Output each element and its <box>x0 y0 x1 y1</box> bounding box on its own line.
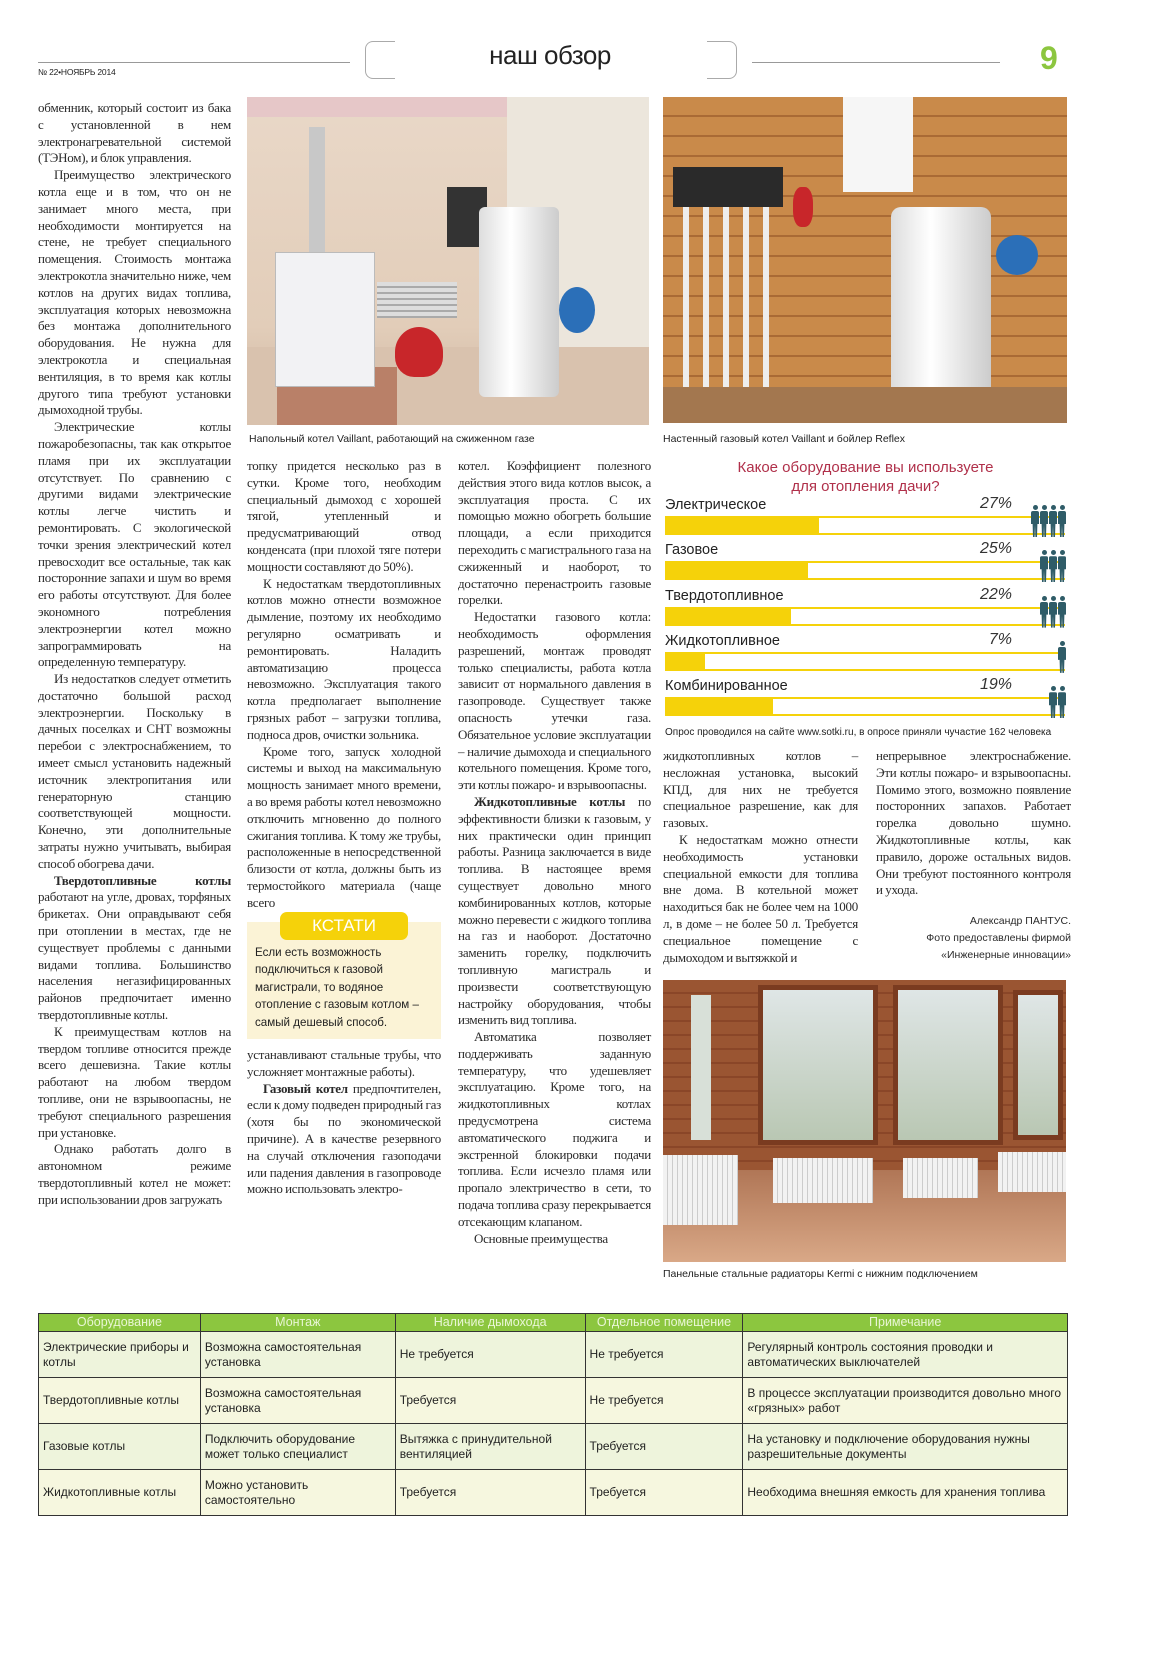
paragraph: К преимуществам котлов на твердом топливе относится прежде всего дешевизна. Такие котлы работают на любом твердом топливе, они не взрывоопасны, не требуют специального разрешения при установке. <box>38 1023 231 1140</box>
subheading-solid-fuel: Твердотопливные котлы <box>54 872 231 888</box>
person-icon <box>1049 686 1057 718</box>
table-cell: Газовые котлы <box>39 1424 201 1470</box>
article-column-4 <box>663 748 858 966</box>
photo2-caption: Настенный газовый котел Vaillant и бойлер Reflex <box>663 433 906 445</box>
poll-row <box>663 678 1068 723</box>
sidebar-note-text: Если есть возможность подключиться к газовой магистрали, то водяное отопление с газовым котлом – самый дешевый способ. <box>255 945 419 1029</box>
paragraph: устанавливают стальные трубы, что усложняет монтажные работы). <box>247 1047 441 1079</box>
table-cell: Регулярный контроль состояния проводки и автоматических выключателей <box>743 1332 1068 1378</box>
comparison-table <box>38 1313 1068 1516</box>
paragraph: жидкотопливных котлов – несложная установка, высокий КПД, для них не требуется специальное разрешение, как для газовых. <box>663 748 858 831</box>
person-icon <box>1058 641 1066 673</box>
person-icon <box>1040 505 1048 537</box>
article-column-5 <box>876 748 1071 966</box>
page-number: 9 <box>1040 40 1058 76</box>
poll-bar-track <box>665 607 1065 626</box>
poll-footnote: Опрос проводился на сайте www.sotki.ru, в опросе приняли чучастие 162 человека <box>665 727 1052 738</box>
poll-row <box>663 630 1068 678</box>
paragraph: топку придется несколько раз в сутки. Кроме того, необходим специальный дымоход с хорошей тягой, утепленный и предусматривающий отвод конденсата (при плохой тяге потери мощности составляют до 50%). <box>247 458 441 574</box>
table-cell: Можно установить самостоятельно <box>200 1470 395 1516</box>
table-cell: Необходима внешняя емкость для хранения топлива <box>743 1470 1068 1516</box>
person-icon <box>1058 596 1066 628</box>
photo3-caption: Панельные стальные радиаторы Kermi с нижним подключением <box>663 1268 978 1281</box>
paragraph: Газовый котел предпочтителен, если к дому подведен природный газ (хотя бы по экономической причине). А в качестве резервного на случай отключения газоподачи или падения давления в газопроводе можно использовать электро- <box>247 1080 441 1197</box>
poll-value-label: 27% <box>979 495 1012 512</box>
poll-bar <box>665 516 819 535</box>
table-cell: На установку и подключение оборудования нужны разрешительные документы <box>743 1424 1068 1470</box>
paragraph: Преимущество электрического котла еще и в том, что он не занимает много места, при необходимости монтируется на стене, не требует специального помещения. Стоимость монтажа электрокотла значительно ниже, чем котлов на других видах топлива, эксплуатация которых невозможна без монтажа дополнительного оборудования. Не нужна для электрокотла и специальная вентиляция, в то время как котлы другого типа требуют установки дымоходной трубы. <box>38 167 231 418</box>
poll-bar-track <box>665 561 1065 580</box>
person-icon <box>1049 505 1057 537</box>
table-cell: Возможна самостоятельная установка <box>200 1332 395 1378</box>
table-header-cell: Примечание <box>743 1314 1068 1332</box>
people-icon-group <box>1049 678 1066 718</box>
table-cell: Требуется <box>585 1424 743 1470</box>
paragraph: К недостаткам твердотопливных котлов можно отнести возможное дымление, поэтому их необходимо регулярно осматривать и ремонтировать. Наладить автоматизацию процесса невозможно. Эксплуатация такого котла предполагает выполнение грязных работ – загрузки топлива, подноса дров, очистки зольника. <box>247 575 441 742</box>
table-header-row <box>39 1314 1068 1332</box>
poll-value-label: 7% <box>988 630 1012 648</box>
table-cell: Жидкотопливные котлы <box>39 1470 201 1516</box>
credits <box>876 913 1071 964</box>
article-column-3 <box>458 458 651 1247</box>
photo-credit-company: «Инженерные инновации» <box>941 949 1071 962</box>
table-header-cell: Наличие дымохода <box>395 1314 585 1332</box>
table-row <box>39 1424 1068 1470</box>
person-icon <box>1040 596 1048 628</box>
header-bracket-right <box>707 41 737 79</box>
subheading-liquid-fuel: Жидкотопливные котлы <box>474 793 626 809</box>
issue-date: № 22•НОЯБРЬ 2014 <box>38 67 116 77</box>
subheading-gas: Газовый котел <box>263 1080 348 1096</box>
people-icon-group <box>1058 633 1066 673</box>
paragraph: Жидкотопливные котлы по эффективности близки к газовым, у них практически один принцип работы. Разница заключается в виде топлива. В настоящее время существует довольно много комбинированных котлов, которые можно перевести с жидкого топлива на газ и наоборот. Достаточно заменить горелку, подключить топливную магистраль и произвести соответствующую настройку оборудования, чтобы изменить вид топлива. <box>458 793 651 1028</box>
person-icon <box>1058 686 1066 718</box>
article-column-1 <box>38 100 231 1209</box>
right-article-block <box>663 748 1071 1280</box>
table-cell: Требуется <box>395 1378 585 1424</box>
poll-bar <box>665 697 773 716</box>
paragraph: Однако работать долго в автономном режиме твердотопливный котел не может: при использовании дров загружать <box>38 1141 231 1207</box>
poll-bar-track <box>665 516 1065 535</box>
people-icon-group <box>1040 588 1066 628</box>
people-icon-group <box>1040 542 1066 582</box>
table-row <box>39 1378 1068 1424</box>
section-title: наш обзор <box>489 40 611 70</box>
poll-row <box>663 585 1068 633</box>
paragraph: непрерывное электроснабжение. Эти котлы пожаро- и взрывоопасны. Помимо этого, возможно появление посторонних запахов. Работает горелка довольно шумно. Жидкотопливные котлы, как правило, дороже остальных видов. Они требуют постоянного контроля и ухода. <box>876 748 1071 898</box>
paragraph: Недостатки газового котла: необходимость оформления разрешений, монтаж проводят только специалисты, работа котла зависит от нормального давления в газопроводе. Существует также опасность утечки газа. Обязательное условие эксплуатации – наличие дымохода и специального котельного помещения. Кроме того, эти котлы пожаро- и взрывоопасны. <box>458 609 651 793</box>
photo-floor-boiler <box>247 97 649 425</box>
paragraph: Из недостатков следует отметить достаточно большой расход электроэнергии. Поскольку в дачных поселках и СНТ возможны перебои с электроснабжением, то имеет смысл установить надежный источник электропитания или генераторную станцию соответствующей мощности. Конечно, эти дополнительные затраты нужно учитывать, выбирая способ обогрева дачи. <box>38 671 231 871</box>
table-cell: Требуется <box>395 1470 585 1516</box>
poll-category-label: Электрическое <box>665 497 767 513</box>
table-cell: В процессе эксплуатации производится довольно много «грязных» работ <box>743 1378 1068 1424</box>
paragraph: Твердотопливные котлы работают на угле, дровах, торфяных брикетах. Они оправдывают себя при отоплении в местах, где не существует проблемы с данными видами топлива. Большинство населения негазифицированных районов предпочитает именно твердотопливные котлы. <box>38 872 231 1023</box>
person-icon <box>1049 596 1057 628</box>
header-bracket-left <box>365 41 395 79</box>
poll-row <box>663 542 1068 587</box>
table-cell: Подключить оборудование может только специалист <box>200 1424 395 1470</box>
poll-bar <box>665 607 791 626</box>
table-header-cell: Отдельное помещение <box>585 1314 743 1332</box>
poll-row <box>663 497 1068 542</box>
person-icon <box>1040 550 1048 582</box>
table-cell: Не требуется <box>395 1332 585 1378</box>
article-column-2 <box>247 458 441 1198</box>
table-cell: Требуется <box>585 1470 743 1516</box>
poll-value-label: 22% <box>979 585 1012 603</box>
table-row <box>39 1332 1068 1378</box>
poll-category-label: Твердотопливное <box>665 587 784 604</box>
table-header-cell: Оборудование <box>39 1314 201 1332</box>
poll-bar <box>665 561 808 580</box>
poll-category-label: Жидкотопливное <box>665 632 780 649</box>
table-header-cell: Монтаж <box>200 1314 395 1332</box>
paragraph: Кроме того, запуск холодной системы и выход на максимальную мощность занимает много времени, а во время работы котел невозможно отключить мгновенно до полного сжигания топлива. К тому же трубы, расположенные в непосредственной близости от котла, должны быть из термостойкого материала (чаще всего <box>247 743 441 910</box>
sidebar-note-box <box>247 915 441 1040</box>
author: Александр ПАНТУС. <box>969 915 1071 928</box>
table-cell: Возможна самостоятельная установка <box>200 1378 395 1424</box>
header-rule-right <box>752 62 1000 63</box>
paragraph: обменник, который состоит из бака с установленной в нем электронагревательной системой (ТЭНом), и блок управления. <box>38 100 231 166</box>
table-cell: Электрические приборы и котлы <box>39 1332 201 1378</box>
header-rule-left <box>38 62 350 63</box>
paragraph: Основные преимущества <box>474 1230 608 1246</box>
poll-value-label: 19% <box>979 676 1012 694</box>
paragraph: Электрические котлы пожаробезопасны, так как открытое пламя при их эксплуатации отсутствует. По сравнению с другими видами электрические котлы легче чистить и ремонтировать. С экологической точки зрения электрический котел превосходит все остальные, так как посторонние запахи и шум во время его работы отсутствуют. Для более экономного потребления электроэнергии котел можно запрограммировать на определенную температуру. <box>38 419 231 670</box>
poll-bar-track <box>665 697 1065 716</box>
poll-category-label: Комбинированное <box>665 678 788 695</box>
poll-bar <box>665 652 705 671</box>
photo-wall-boiler <box>663 97 1067 423</box>
table-cell: Не требуется <box>585 1332 743 1378</box>
poll-title: Какое оборудование вы используете для отопления дачи? <box>737 459 994 495</box>
photo-radiators <box>663 980 1066 1262</box>
people-icon-group <box>1031 497 1066 537</box>
paragraph: котел. Коэффициент полезного действия этого вида котлов высок, а эксплуатация проста. С их помощью можно обогреть большие площади, а если приходится переходить с магистрального газа на сжиженный и наоборот, то достаточно перенастроить газовые горелки. <box>458 458 651 608</box>
photo-credit: Фото предоставлены фирмой <box>926 932 1071 945</box>
person-icon <box>1031 505 1039 537</box>
poll-value-label: 25% <box>979 540 1012 558</box>
table-cell: Твердотопливные котлы <box>39 1378 201 1424</box>
photo1-caption: Напольный котел Vaillant, работающий на сжиженном газе <box>249 433 535 445</box>
paragraph: К недостаткам можно отнести необходимость установки специальной емкости для топлива вне дома. В котельной может находиться бак не более чем на 1000 л, в доме – не более 50 л. Требуется специальное помещение с дымоходом и вытяжкой и <box>663 831 858 965</box>
table-cell: Не требуется <box>585 1378 743 1424</box>
poll-category-label: Газовое <box>665 542 719 559</box>
person-icon <box>1058 505 1066 537</box>
person-icon <box>1058 550 1066 582</box>
table-row <box>39 1470 1068 1516</box>
paragraph: Автоматика позволяет поддерживать заданную температуру, что удешевляет эксплуатацию. Кроме того, на жидкотопливных котлах предусмотрена система автоматического поджига и экстренной блокировки подачи топлива. Если исчезло пламя или пропало электричество в сети, то подача топлива сразу перекрывается отсекающим клапаном. <box>458 1029 651 1229</box>
sidebar-note-tag: КСТАТИ <box>280 912 408 940</box>
table-cell: Вытяжка с принудительной вентиляцией <box>395 1424 585 1470</box>
poll-bar-track <box>665 652 1065 671</box>
person-icon <box>1049 550 1057 582</box>
